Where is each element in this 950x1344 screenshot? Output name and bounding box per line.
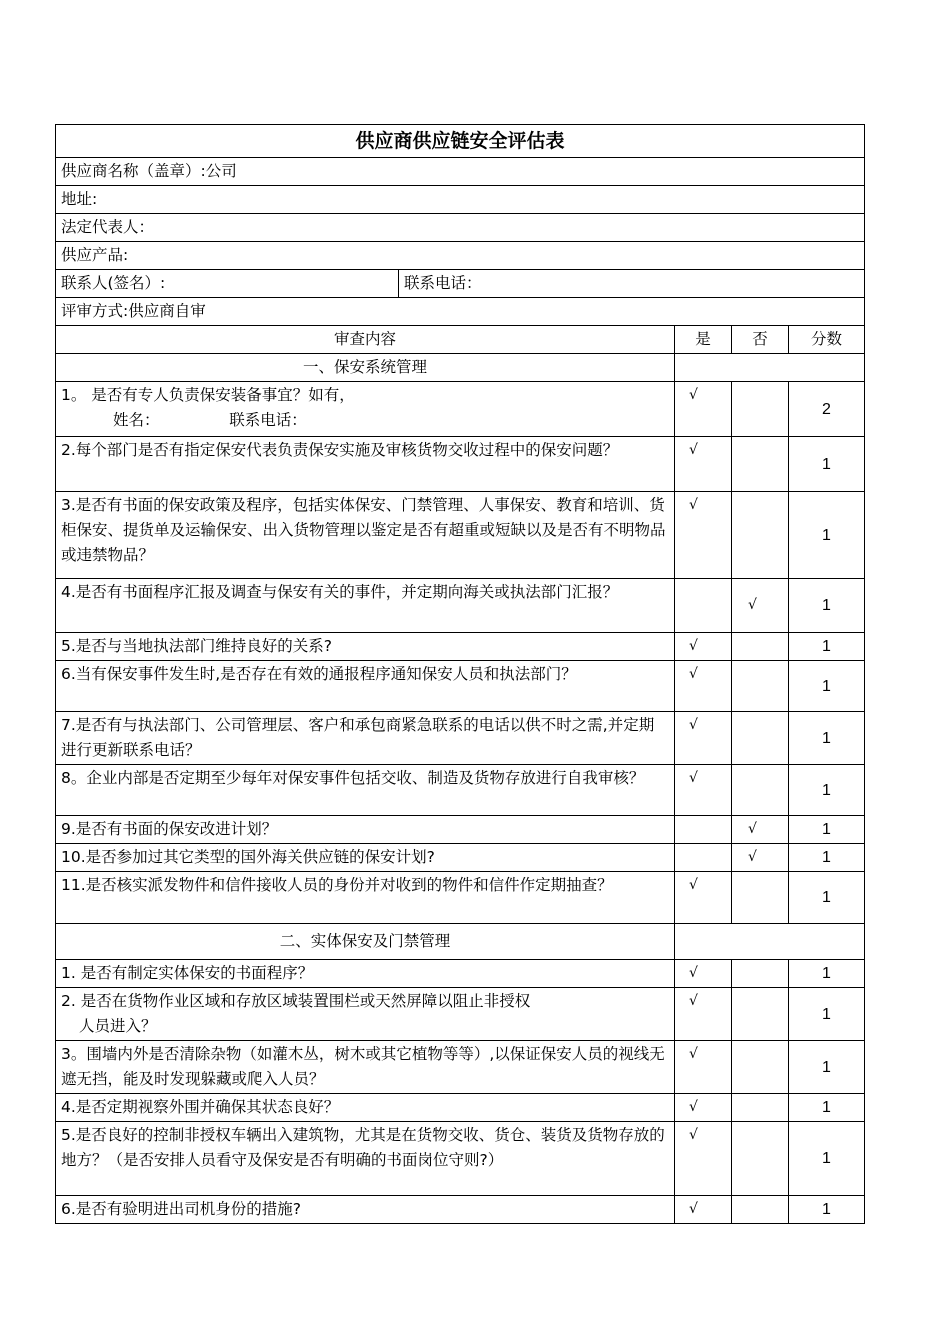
section-title: 一、保安系统管理 <box>56 354 675 382</box>
address-field: 地址: <box>56 186 865 214</box>
score-cell: 1 <box>789 960 865 988</box>
item-text-line: 3.是否有书面的保安政策及程序，包括实体保安、门禁管理、人事保安、教育和培训、货柜保安、提货单及运输保安、出入货物管理以鉴定是否有超重或短缺以及是否有不明物品或违禁物品？ <box>61 496 666 564</box>
yes-mark <box>675 816 732 844</box>
table-row <box>56 661 865 712</box>
item-text <box>56 844 675 872</box>
item-text <box>56 1041 675 1094</box>
no-mark <box>732 1094 789 1122</box>
item-text-line: 9.是否有书面的保安改进计划？ <box>61 820 278 838</box>
item-text <box>56 1122 675 1196</box>
item-text <box>56 1094 675 1122</box>
item-text-line: 4.是否定期视察外围并确保其状态良好？ <box>61 1098 340 1116</box>
score-cell: 1 <box>789 844 865 872</box>
no-mark: √ <box>732 579 789 633</box>
score-cell: 1 <box>789 1196 865 1224</box>
header-content: 审查内容 <box>56 326 675 354</box>
item-text-line: 8。企业内部是否定期至少每年对保安事件包括交收、制造及货物存放进行自我审核？ <box>61 769 645 787</box>
no-mark <box>732 765 789 816</box>
no-mark <box>732 661 789 712</box>
item-text-line: 2. 是否在货物作业区域和存放区域装置围栏或天然屏障以阻止非授权 <box>61 992 531 1010</box>
item-text-line: 4.是否有书面程序汇报及调查与保安有关的事件，并定期向海关或执法部门汇报？ <box>61 583 619 601</box>
table-row <box>56 816 865 844</box>
yes-mark: √ <box>675 1122 732 1196</box>
form-title: 供应商供应链安全评估表 <box>56 125 865 158</box>
yes-mark: √ <box>675 382 732 437</box>
table-row <box>56 844 865 872</box>
review-method-field: 评审方式:供应商自审 <box>56 298 865 326</box>
score-cell: 1 <box>789 661 865 712</box>
item-text <box>56 816 675 844</box>
yes-mark <box>675 844 732 872</box>
item-text-line: 6.是否有验明进出司机身份的措施? <box>61 1200 302 1218</box>
assessment-table <box>55 124 865 1224</box>
item-text <box>56 712 675 765</box>
item-text <box>56 382 675 437</box>
item-text <box>56 579 675 633</box>
table-row <box>56 579 865 633</box>
item-text <box>56 1196 675 1224</box>
score-cell: 1 <box>789 1094 865 1122</box>
no-mark <box>732 492 789 579</box>
item-text-line: 10.是否参加过其它类型的国外海关供应链的保安计划? <box>61 848 435 866</box>
legal-rep-field: 法定代表人： <box>56 214 865 242</box>
header-no: 否 <box>732 326 789 354</box>
yes-mark: √ <box>675 988 732 1041</box>
score-cell: 1 <box>789 988 865 1041</box>
item-text <box>56 960 675 988</box>
score-cell: 2 <box>789 382 865 437</box>
score-cell: 1 <box>789 1041 865 1094</box>
score-cell: 1 <box>789 872 865 924</box>
table-row <box>56 960 865 988</box>
table-row <box>56 1122 865 1196</box>
no-mark <box>732 1196 789 1224</box>
table-row <box>56 712 865 765</box>
item-text-line: 1。 是否有专人负责保安装备事宜？如有， <box>61 386 355 404</box>
item-text-line: 6.当有保安事件发生时,是否存在有效的通报程序通知保安人员和执法部门？ <box>61 665 577 683</box>
item-text-line: 11.是否核实派发物件和信件接收人员的身份并对收到的物件和信件作定期抽查？ <box>61 876 613 894</box>
yes-mark: √ <box>675 960 732 988</box>
table-row <box>56 1094 865 1122</box>
no-mark <box>732 988 789 1041</box>
section-row <box>56 924 865 960</box>
section-row <box>56 354 865 382</box>
no-mark <box>732 960 789 988</box>
yes-mark <box>675 579 732 633</box>
yes-mark: √ <box>675 712 732 765</box>
no-mark: √ <box>732 816 789 844</box>
yes-mark: √ <box>675 661 732 712</box>
header-yes: 是 <box>675 326 732 354</box>
section-blank-cell <box>675 924 865 960</box>
table-row <box>56 492 865 579</box>
item-text <box>56 492 675 579</box>
item-text-line2: 姓名： 联系电话： <box>113 411 307 429</box>
item-text-line: 2.每个部门是否有指定保安代表负责保安实施及审核货物交收过程中的保安问题？ <box>61 441 619 459</box>
item-text-line: 5.是否良好的控制非授权车辆出入建筑物，尤其是在货物交收、货仓、装货及货物存放的地方？（是否安排人员看守及保安是否有明确的书面岗位守则?） <box>61 1126 665 1169</box>
item-text <box>56 765 675 816</box>
supplier-name-field: 供应商名称（盖章）:公司 <box>56 158 865 186</box>
score-cell: 1 <box>789 712 865 765</box>
yes-mark: √ <box>675 765 732 816</box>
score-cell: 1 <box>789 1122 865 1196</box>
no-mark <box>732 872 789 924</box>
score-cell: 1 <box>789 437 865 492</box>
no-mark <box>732 437 789 492</box>
yes-mark: √ <box>675 1196 732 1224</box>
table-row <box>56 382 865 437</box>
table-row <box>56 437 865 492</box>
no-mark: √ <box>732 844 789 872</box>
score-cell: 1 <box>789 579 865 633</box>
item-text <box>56 633 675 661</box>
yes-mark: √ <box>675 872 732 924</box>
section-title: 二、实体保安及门禁管理 <box>56 924 675 960</box>
yes-mark: √ <box>675 1041 732 1094</box>
table-row <box>56 1041 865 1094</box>
table-row <box>56 765 865 816</box>
no-mark <box>732 382 789 437</box>
score-cell: 1 <box>789 816 865 844</box>
score-cell: 1 <box>789 765 865 816</box>
table-row <box>56 633 865 661</box>
item-text <box>56 988 675 1041</box>
phone-field: 联系电话： <box>399 270 865 298</box>
no-mark <box>732 633 789 661</box>
item-text-line: 5.是否与当地执法部门维持良好的关系? <box>61 637 333 655</box>
table-row <box>56 988 865 1041</box>
yes-mark: √ <box>675 437 732 492</box>
yes-mark: √ <box>675 1094 732 1122</box>
section-blank-cell <box>675 354 865 382</box>
contact-field: 联系人(签名）: <box>56 270 399 298</box>
score-cell: 1 <box>789 492 865 579</box>
item-text-line: 7.是否有与执法部门、公司管理层、客户和承包商紧急联系的电话以供不时之需,并定期进行更新联系电话？ <box>61 716 655 759</box>
item-text-line: 1. 是否有制定实体保安的书面程序？ <box>61 964 314 982</box>
item-text-line2: 人员进入？ <box>79 1017 157 1035</box>
header-score: 分数 <box>789 326 865 354</box>
item-text-line: 3。围墙内外是否清除杂物（如灌木丛，树木或其它植物等等）,以保证保安人员的视线无遮无挡，能及时发现躲藏或爬入人员？ <box>61 1045 665 1088</box>
item-text <box>56 661 675 712</box>
product-field: 供应产品: <box>56 242 865 270</box>
item-text <box>56 437 675 492</box>
item-text <box>56 872 675 924</box>
no-mark <box>732 1041 789 1094</box>
score-cell: 1 <box>789 633 865 661</box>
table-row <box>56 872 865 924</box>
no-mark <box>732 712 789 765</box>
no-mark <box>732 1122 789 1196</box>
table-row <box>56 1196 865 1224</box>
yes-mark: √ <box>675 633 732 661</box>
yes-mark: √ <box>675 492 732 579</box>
